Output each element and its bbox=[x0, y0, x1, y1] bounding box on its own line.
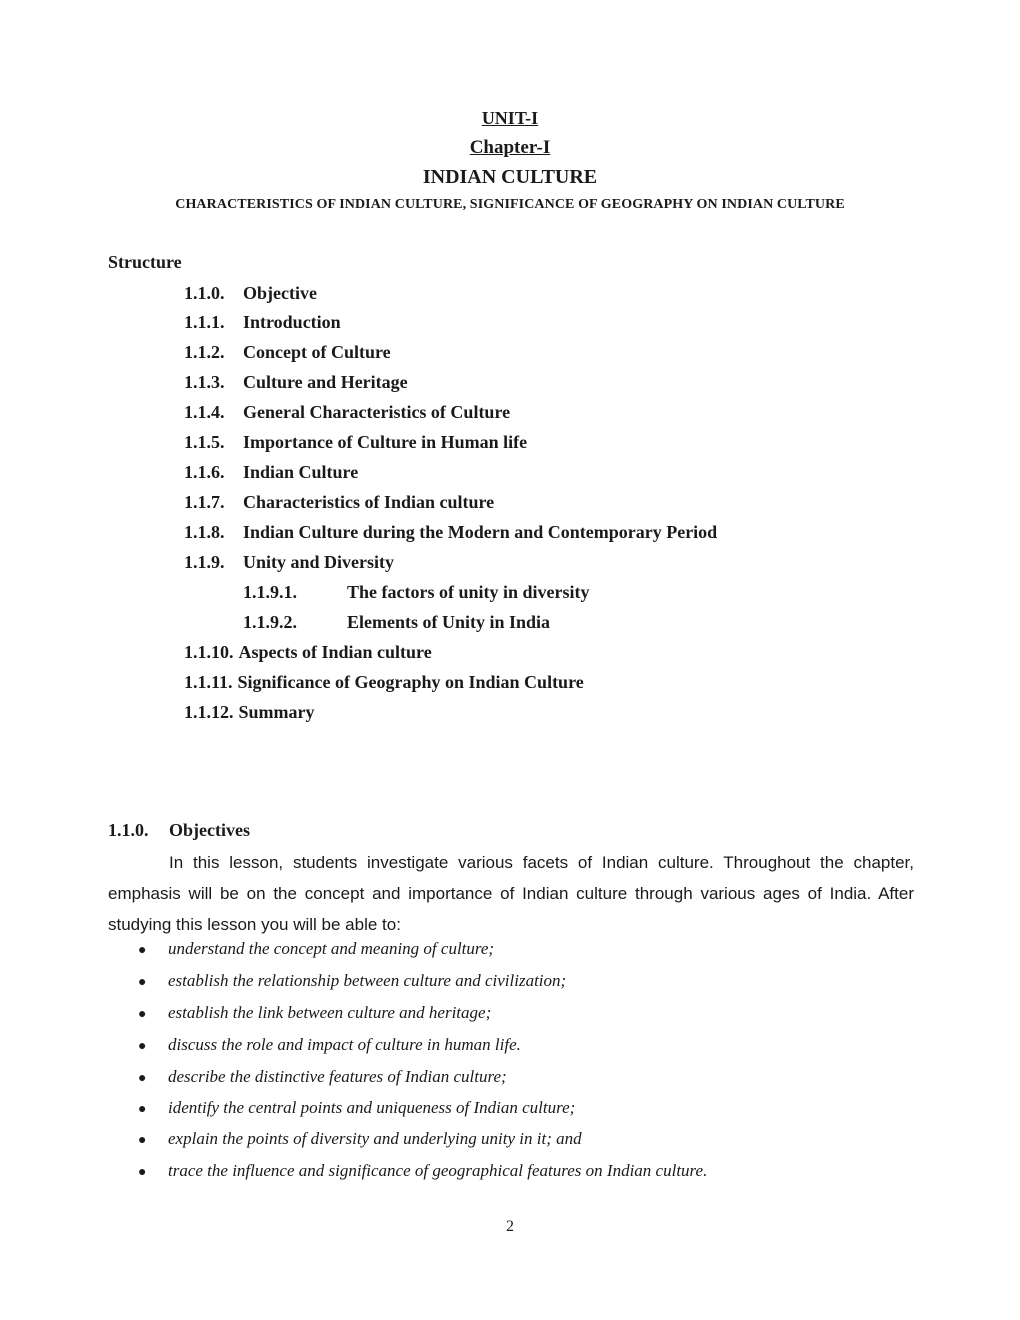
objectives-paragraph bbox=[108, 847, 914, 940]
toc-item bbox=[184, 283, 317, 304]
list-item bbox=[138, 1003, 491, 1023]
list-item bbox=[138, 1161, 707, 1181]
toc-label: Unity and Diversity bbox=[243, 552, 395, 572]
list-item-text: trace the influence and significance of geographical features on Indian culture. bbox=[168, 1161, 708, 1180]
toc-item bbox=[184, 702, 315, 723]
toc-number: 1.1.9.2. bbox=[243, 612, 297, 632]
list-item-text: identify the central points and uniqueness of Indian culture; bbox=[168, 1098, 576, 1117]
toc-label: Objective bbox=[243, 283, 317, 303]
toc-item bbox=[184, 312, 341, 333]
toc-number: 1.1.4. bbox=[184, 402, 225, 422]
toc-number: 1.1.11. bbox=[184, 672, 233, 692]
toc-subitem bbox=[243, 612, 550, 633]
toc-number: 1.1.7. bbox=[184, 492, 225, 512]
toc-number: 1.1.3. bbox=[184, 372, 225, 392]
list-item bbox=[138, 939, 494, 959]
list-item-text: establish the relationship between culture and civilization; bbox=[168, 971, 567, 990]
bullet-icon: ● bbox=[138, 1071, 147, 1086]
toc-label: Introduction bbox=[243, 312, 341, 332]
toc-label: Significance of Geography on Indian Culture bbox=[237, 672, 584, 692]
toc-label: Importance of Culture in Human life bbox=[243, 432, 528, 452]
toc-number: 1.1.9. bbox=[184, 552, 225, 572]
section-number: 1.1.0. bbox=[108, 820, 149, 840]
toc-label: Summary bbox=[238, 702, 315, 722]
paragraph-text: In this lesson, students investigate various facets of Indian culture. Throughout the chapter, emphasis will be on the concept and importance of Indian culture through various ages of India. After studying this lesson you will be able to: bbox=[108, 853, 914, 934]
toc-item bbox=[184, 372, 408, 393]
toc-number: 1.1.12. bbox=[184, 702, 234, 722]
toc-number: 1.1.1. bbox=[184, 312, 225, 332]
toc-number: 1.1.8. bbox=[184, 522, 225, 542]
toc-label: Culture and Heritage bbox=[243, 372, 408, 392]
toc-item bbox=[184, 492, 494, 513]
toc-item bbox=[184, 342, 391, 363]
toc-subitem bbox=[243, 582, 590, 603]
list-item-text: understand the concept and meaning of culture; bbox=[168, 939, 495, 958]
toc-number: 1.1.0. bbox=[184, 283, 225, 303]
toc-number: 1.1.6. bbox=[184, 462, 225, 482]
toc-item bbox=[184, 642, 432, 663]
toc-number: 1.1.5. bbox=[184, 432, 225, 452]
toc-label: Indian Culture bbox=[243, 462, 359, 482]
structure-heading: Structure bbox=[108, 252, 182, 272]
bullet-icon: ● bbox=[138, 1102, 147, 1117]
objectives-heading bbox=[108, 820, 250, 841]
toc-label: Indian Culture during the Modern and Contemporary Period bbox=[243, 522, 718, 542]
bullet-icon: ● bbox=[138, 1165, 147, 1180]
list-item bbox=[138, 1067, 507, 1087]
toc-label: General Characteristics of Culture bbox=[243, 402, 511, 422]
toc-label: Concept of Culture bbox=[243, 342, 391, 362]
toc-item bbox=[184, 672, 584, 693]
toc-label: The factors of unity in diversity bbox=[347, 582, 590, 602]
toc-item bbox=[184, 462, 358, 483]
section-title: Objectives bbox=[169, 820, 250, 840]
toc-label: Elements of Unity in India bbox=[347, 612, 551, 632]
toc-item bbox=[184, 402, 510, 423]
toc-item bbox=[184, 552, 394, 573]
unit-heading: UNIT-I bbox=[481, 108, 539, 128]
bullet-icon: ● bbox=[138, 1039, 147, 1054]
page-title: INDIAN CULTURE bbox=[422, 166, 598, 188]
toc-number: 1.1.2. bbox=[184, 342, 225, 362]
bullet-icon: ● bbox=[138, 975, 147, 990]
chapter-heading: Chapter-I bbox=[469, 137, 551, 158]
page-subtitle: CHARACTERISTICS OF INDIAN CULTURE, SIGNIFICANCE OF GEOGRAPHY ON INDIAN CULTURE bbox=[175, 197, 845, 212]
bullet-icon: ● bbox=[138, 943, 147, 958]
list-item bbox=[138, 1098, 575, 1118]
toc-label: Aspects of Indian culture bbox=[238, 642, 432, 662]
list-item bbox=[138, 1035, 521, 1055]
toc-number: 1.1.10. bbox=[184, 642, 234, 662]
toc-label: Characteristics of Indian culture bbox=[243, 492, 495, 512]
list-item bbox=[138, 1129, 582, 1149]
list-item-text: discuss the role and impact of culture in human life. bbox=[168, 1035, 521, 1054]
bullet-icon: ● bbox=[138, 1133, 147, 1148]
list-item-text: describe the distinctive features of Indian culture; bbox=[168, 1067, 507, 1086]
toc-number: 1.1.9.1. bbox=[243, 582, 297, 602]
page-number: 2 bbox=[506, 1218, 514, 1235]
toc-item bbox=[184, 522, 717, 543]
toc-item bbox=[184, 432, 527, 453]
bullet-icon: ● bbox=[138, 1007, 147, 1022]
list-item-text: explain the points of diversity and underlying unity in it; and bbox=[168, 1129, 582, 1148]
list-item-text: establish the link between culture and heritage; bbox=[168, 1003, 492, 1022]
list-item bbox=[138, 971, 566, 991]
